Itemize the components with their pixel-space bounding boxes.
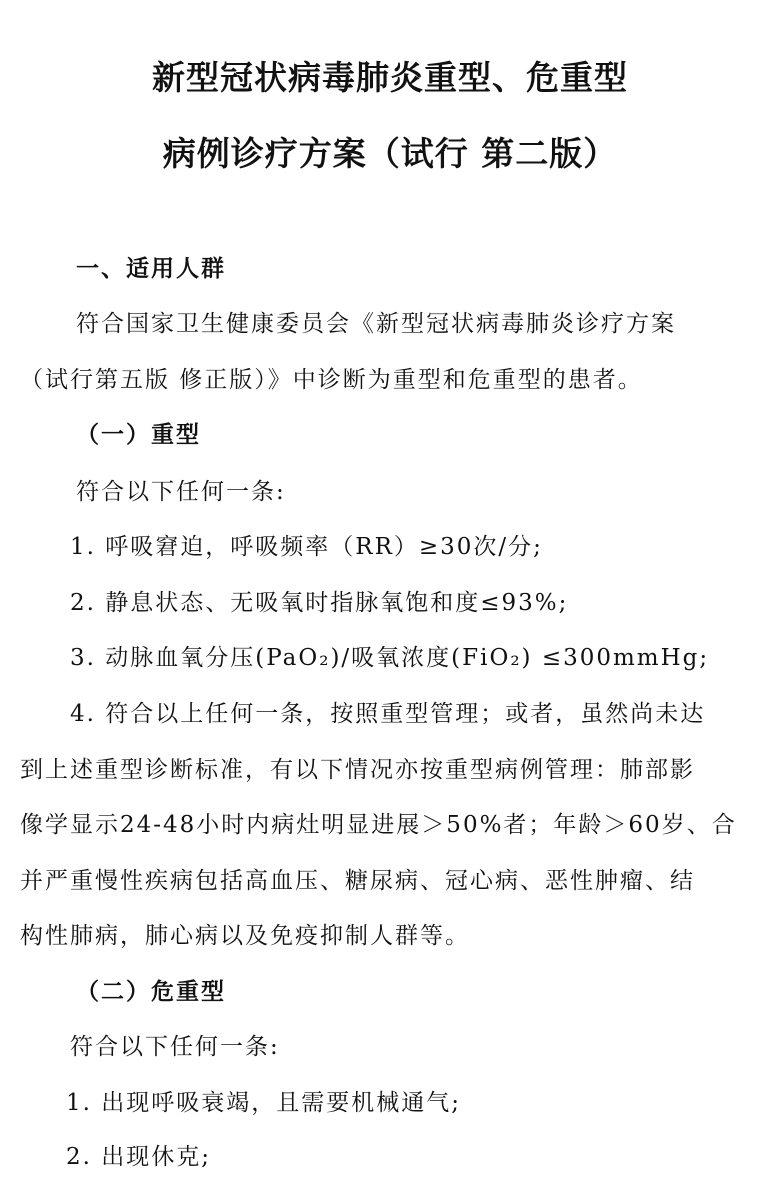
criteria-intro: 符合以下任何一条: (76, 479, 286, 505)
document-title-line-2: 病例诊疗方案（试行 第二版） (162, 134, 618, 173)
subsection-heading-severe: （一）重型 (76, 422, 201, 448)
criteria-item: 2. 静息状态、无吸氧时指脉氧饱和度≤93%; (70, 590, 569, 616)
paragraph-line: 到上述重型诊断标准，有以下情况亦按重型病例管理：肺部影 (20, 757, 695, 783)
paragraph-line: 构性肺病，肺心病以及免疫抑制人群等。 (20, 923, 470, 949)
paragraph-line: （试行第五版 修正版）》中诊断为重型和危重型的患者。 (20, 367, 643, 393)
paragraph-line: 并严重慢性疾病包括高血压、糖尿病、冠心病、恶性肿瘤、结 (20, 868, 695, 894)
criteria-intro: 符合以下任何一条: (70, 1034, 280, 1060)
criteria-item: 1. 呼吸窘迫，呼吸频率（RR）≥30次/分; (70, 534, 543, 560)
paragraph-line: 符合国家卫生健康委员会《新型冠状病毒肺炎诊疗方案 (76, 311, 676, 337)
criteria-item: 4. 符合以上任何一条，按照重型管理；或者，虽然尚未达 (70, 701, 706, 727)
criteria-item: 2. 出现休克; (66, 1144, 212, 1170)
section-heading-applicable-population: 一、适用人群 (76, 256, 226, 282)
criteria-item: 3. 动脉血氧分压(PaO₂)/吸氧浓度(FiO₂) ≤300mmHg; (70, 645, 710, 671)
document-title-line-1: 新型冠状病毒肺炎重型、危重型 (152, 58, 628, 97)
paragraph-line: 像学显示24-48小时内病灶明显进展＞50%者；年龄＞60岁、合 (20, 812, 737, 838)
criteria-item: 1. 出现呼吸衰竭，且需要机械通气; (66, 1090, 462, 1116)
subsection-heading-critical: （二）危重型 (76, 979, 226, 1005)
